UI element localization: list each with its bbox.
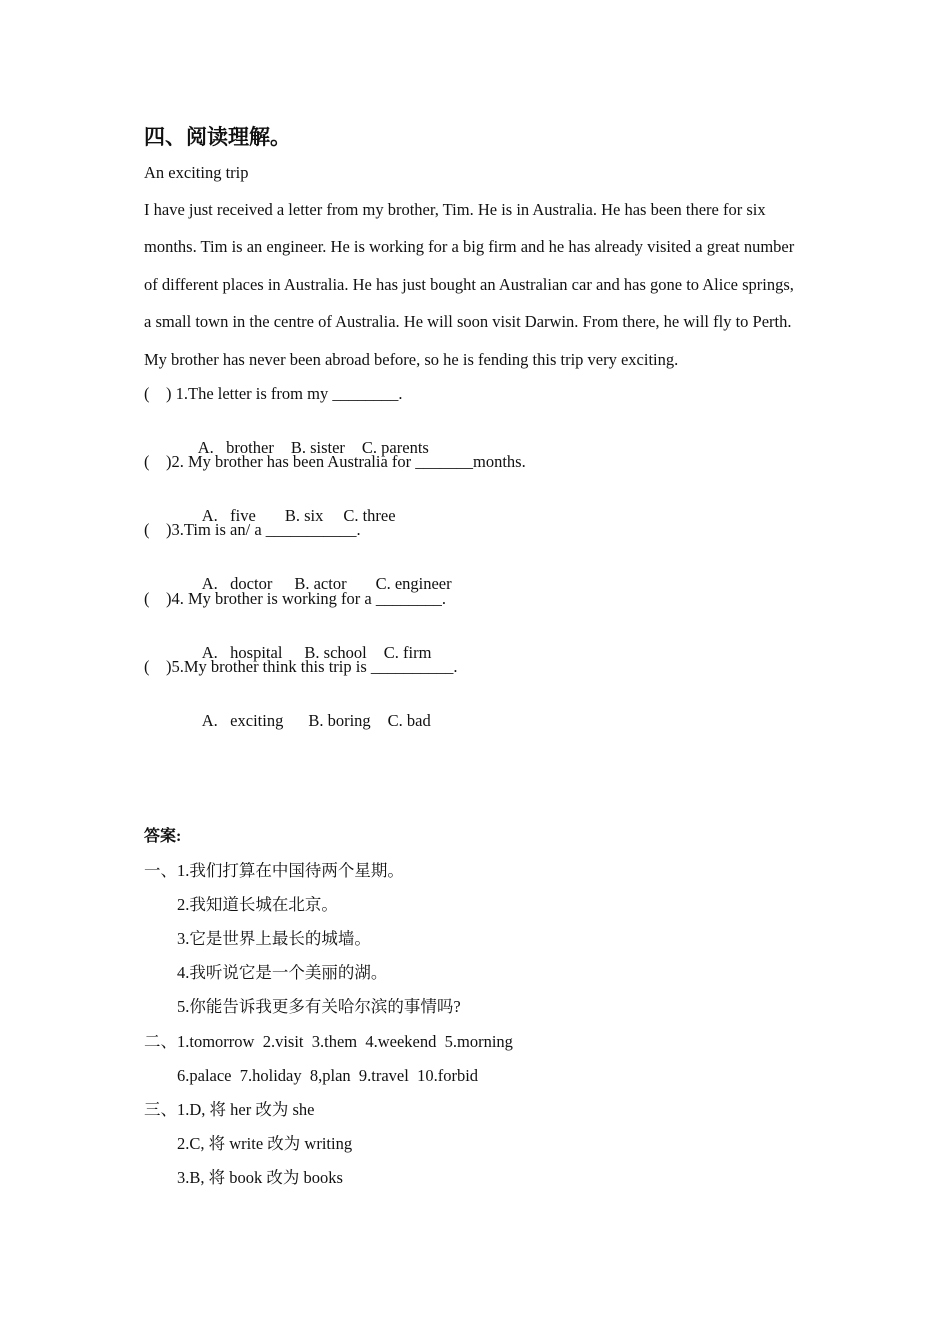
section-heading: 四、阅读理解。	[144, 125, 291, 149]
question-stem: ( ) 1.The letter is from my ________.	[144, 384, 403, 403]
option-a: A. doctor	[201, 574, 273, 593]
question-stem: ( )3.Tim is an/ a ___________.	[144, 520, 361, 539]
passage-title: An exciting trip	[144, 163, 249, 182]
option-a: A. five	[201, 506, 256, 525]
answer-line: 3.它是世界上最长的城墙。	[177, 929, 371, 948]
answer-line: 2.C, 将 write 改为 writing	[177, 1134, 353, 1153]
answer-line: 一、1.我们打算在中国待两个星期。	[144, 861, 404, 880]
question-stem: ( )4. My brother is working for a ________.	[144, 589, 446, 608]
option-b: B. six	[284, 506, 324, 525]
option-b: B. sister	[290, 438, 345, 457]
question-stem: ( )5.My brother think this trip is __________.	[144, 657, 458, 676]
question-options	[177, 691, 431, 751]
answer-line: 3.B, 将 book 改为 books	[177, 1168, 343, 1187]
answer-line: 4.我听说它是一个美丽的湖。	[177, 963, 388, 982]
answer-line: 2.我知道长城在北京。	[177, 895, 338, 914]
passage-line: a small town in the centre of Australia. He will soon visit Darwin. From there, he will fly to Perth.	[144, 312, 792, 331]
option-c: C. engineer	[375, 574, 452, 593]
passage-line: months. Tim is an engineer. He is working for a big firm and he has already visited a great number	[144, 237, 795, 256]
option-b: B. actor	[294, 574, 347, 593]
passage-line: I have just received a letter from my brother, Tim. He is in Australia. He has been there for six	[144, 200, 766, 219]
answer-line: 5.你能告诉我更多有关哈尔滨的事情吗?	[177, 997, 461, 1016]
option-b: B. boring	[308, 711, 371, 730]
option-a: A. hospital	[201, 643, 283, 662]
option-a: A. exciting	[201, 711, 284, 730]
option-c: C. firm	[383, 643, 432, 662]
option-b: B. school	[304, 643, 367, 662]
answer-key-title: 答案:	[144, 828, 182, 845]
passage-line: of different places in Australia. He has just bought an Australian car and has gone to Alice springs,	[144, 275, 794, 294]
answer-line: 二、1.tomorrow 2.visit 3.them 4.weekend 5.morning	[144, 1032, 513, 1051]
option-c: C. parents	[361, 438, 429, 457]
option-c: C. bad	[387, 711, 431, 730]
question-stem: ( )2. My brother has been Australia for _______months.	[144, 452, 526, 471]
option-c: C. three	[343, 506, 396, 525]
answer-line: 6.palace 7.holiday 8,plan 9.travel 10.forbid	[177, 1066, 479, 1085]
option-a: A. brother	[197, 438, 274, 457]
answer-line: 三、1.D, 将 her 改为 she	[144, 1100, 315, 1119]
passage-line: My brother has never been abroad before, so he is fending this trip very exciting.	[144, 350, 679, 369]
